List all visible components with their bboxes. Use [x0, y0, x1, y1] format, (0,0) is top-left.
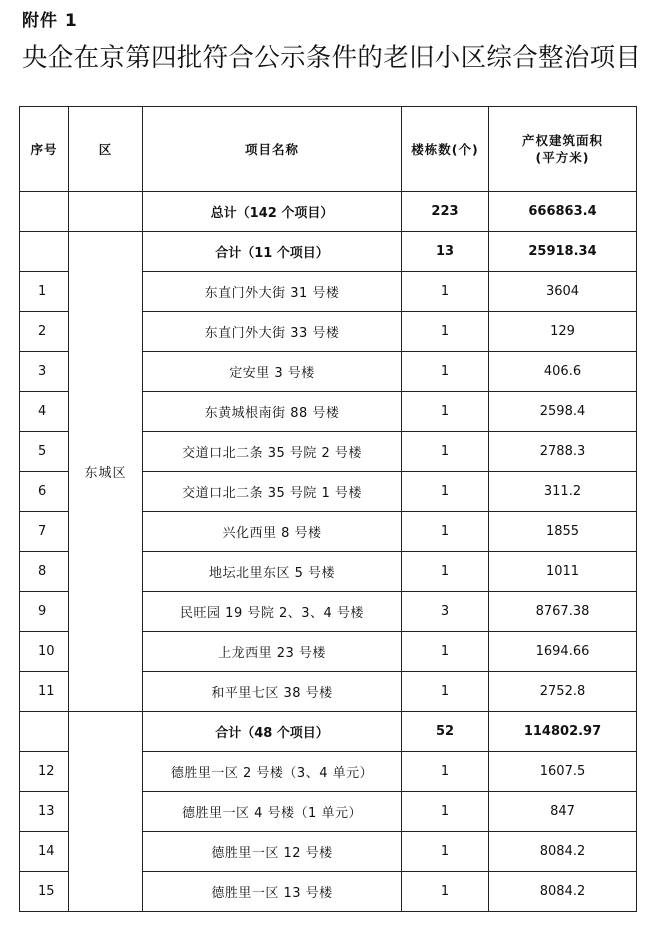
header-building-count: 楼栋数(个) — [402, 107, 489, 192]
second-subtotal-buildings: 52 — [402, 712, 489, 752]
grand-total-buildings: 223 — [402, 192, 489, 232]
header-seq: 序号 — [20, 107, 69, 192]
row-seq: 10 — [20, 632, 69, 672]
row-project-name: 东直门外大街 33 号楼 — [143, 312, 402, 352]
row-building-count: 1 — [402, 432, 489, 472]
row-building-count: 1 — [402, 272, 489, 312]
row-building-count: 1 — [402, 832, 489, 872]
page-title: 央企在京第四批符合公示条件的老旧小区综合整治项目 — [22, 43, 642, 73]
row-area: 1694.66 — [489, 632, 637, 672]
header-district: 区 — [69, 107, 143, 192]
row-area: 1855 — [489, 512, 637, 552]
second-subtotal-label: 合计（48 个项目） — [143, 712, 402, 752]
grand-total-district — [69, 192, 143, 232]
row-project-name: 交道口北二条 35 号院 2 号楼 — [143, 432, 402, 472]
row-seq: 11 — [20, 672, 69, 712]
row-building-count: 1 — [402, 672, 489, 712]
row-area: 406.6 — [489, 352, 637, 392]
row-project-name: 德胜里一区 12 号楼 — [143, 832, 402, 872]
row-project-name: 和平里七区 38 号楼 — [143, 672, 402, 712]
row-building-count: 3 — [402, 592, 489, 632]
second-subtotal-area: 114802.97 — [489, 712, 637, 752]
row-building-count: 1 — [402, 872, 489, 912]
row-seq: 3 — [20, 352, 69, 392]
row-project-name: 东黄城根南街 88 号楼 — [143, 392, 402, 432]
row-seq: 4 — [20, 392, 69, 432]
row-seq: 9 — [20, 592, 69, 632]
grand-total-area: 666863.4 — [489, 192, 637, 232]
grand-total-label: 总计（142 个项目） — [143, 192, 402, 232]
row-area: 311.2 — [489, 472, 637, 512]
row-seq: 1 — [20, 272, 69, 312]
header-project-name: 项目名称 — [143, 107, 402, 192]
row-area: 847 — [489, 792, 637, 832]
row-area: 1011 — [489, 552, 637, 592]
dongcheng-subtotal-seq — [20, 232, 69, 272]
row-project-name: 定安里 3 号楼 — [143, 352, 402, 392]
row-project-name: 东直门外大街 31 号楼 — [143, 272, 402, 312]
district-second-group — [69, 712, 143, 912]
row-building-count: 1 — [402, 472, 489, 512]
district-dongcheng: 东城区 — [69, 232, 143, 712]
row-seq: 6 — [20, 472, 69, 512]
row-area: 2598.4 — [489, 392, 637, 432]
row-building-count: 1 — [402, 632, 489, 672]
dongcheng-subtotal-buildings: 13 — [402, 232, 489, 272]
row-project-name: 德胜里一区 4 号楼（1 单元） — [143, 792, 402, 832]
dongcheng-subtotal-area: 25918.34 — [489, 232, 637, 272]
header-area — [489, 107, 637, 192]
row-seq: 7 — [20, 512, 69, 552]
row-area: 8084.2 — [489, 832, 637, 872]
row-seq: 13 — [20, 792, 69, 832]
row-building-count: 1 — [402, 752, 489, 792]
second-subtotal-seq — [20, 712, 69, 752]
dongcheng-subtotal-label: 合计（11 个项目） — [143, 232, 402, 272]
header-area-line2: (平方米) — [535, 150, 590, 165]
row-building-count: 1 — [402, 352, 489, 392]
row-seq: 12 — [20, 752, 69, 792]
row-project-name: 兴化西里 8 号楼 — [143, 512, 402, 552]
row-area: 2788.3 — [489, 432, 637, 472]
header-area-line1: 产权建筑面积 — [521, 133, 603, 148]
row-building-count: 1 — [402, 512, 489, 552]
row-seq: 14 — [20, 832, 69, 872]
row-project-name: 上龙西里 23 号楼 — [143, 632, 402, 672]
table-header-row — [20, 107, 637, 192]
projects-table — [19, 106, 637, 912]
row-building-count: 1 — [402, 312, 489, 352]
row-project-name: 地坛北里东区 5 号楼 — [143, 552, 402, 592]
row-area: 8767.38 — [489, 592, 637, 632]
row-building-count: 1 — [402, 792, 489, 832]
row-building-count: 1 — [402, 392, 489, 432]
row-building-count: 1 — [402, 552, 489, 592]
attachment-label: 附件 1 — [22, 11, 78, 31]
row-area: 1607.5 — [489, 752, 637, 792]
row-project-name: 德胜里一区 13 号楼 — [143, 872, 402, 912]
grand-total-row — [20, 192, 637, 232]
row-seq: 5 — [20, 432, 69, 472]
row-seq: 2 — [20, 312, 69, 352]
row-area: 129 — [489, 312, 637, 352]
row-project-name: 民旺园 19 号院 2、3、4 号楼 — [143, 592, 402, 632]
row-area: 8084.2 — [489, 872, 637, 912]
row-project-name: 德胜里一区 2 号楼（3、4 单元） — [143, 752, 402, 792]
second-group-subtotal-row — [20, 712, 637, 752]
row-seq: 15 — [20, 872, 69, 912]
grand-total-seq — [20, 192, 69, 232]
row-seq: 8 — [20, 552, 69, 592]
row-area: 2752.8 — [489, 672, 637, 712]
row-project-name: 交道口北二条 35 号院 1 号楼 — [143, 472, 402, 512]
row-area: 3604 — [489, 272, 637, 312]
dongcheng-subtotal-row — [20, 232, 637, 272]
